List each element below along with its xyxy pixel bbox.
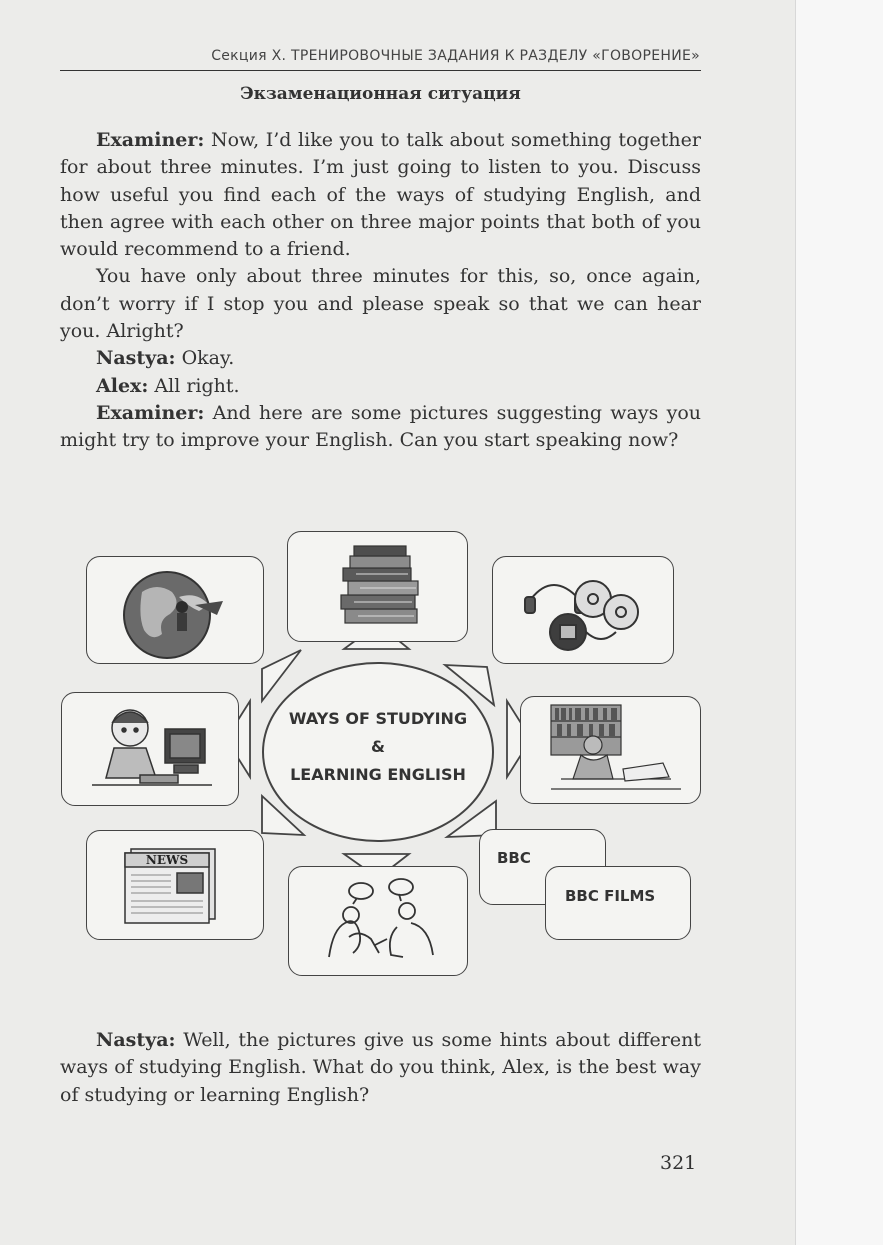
- picture-newspaper: [86, 830, 264, 940]
- page-number: 321: [660, 1152, 697, 1174]
- dialogue-bottom: [60, 1027, 701, 1109]
- dialogue-paragraph: [60, 263, 701, 345]
- speech-text: All right.: [148, 374, 240, 397]
- dialogue-paragraph: [60, 373, 701, 400]
- dialogue-paragraph: [60, 400, 701, 455]
- dialogue-paragraph: [60, 345, 701, 372]
- speech-text: And here are some pictures suggesting ways you might try to improve your English. Can you start speaking now?: [60, 401, 701, 452]
- speaker-name: Nastya:: [96, 347, 176, 370]
- globe-icon: [87, 557, 264, 664]
- library-reading-icon: [521, 697, 701, 804]
- header-rule: [60, 70, 701, 71]
- dialogue-top: [60, 127, 701, 455]
- picture-cd-headphones: [492, 556, 674, 664]
- study-ways-diagram: [0, 520, 795, 990]
- bbc-films-label: BBC FILMS: [565, 887, 656, 905]
- speech-text: Okay.: [175, 347, 235, 370]
- newspaper-masthead: NEWS: [145, 853, 189, 867]
- dialogue-paragraph: [60, 127, 701, 263]
- people-talking-icon: [289, 867, 468, 976]
- picture-globe: [86, 556, 264, 664]
- section-title: Экзаменационная ситуация: [240, 84, 521, 104]
- cd-headphones-icon: [493, 557, 674, 664]
- center-line: LEARNING ENGLISH: [290, 765, 466, 784]
- scan-margin: [795, 0, 883, 1245]
- bbc-label: BBC: [497, 849, 531, 867]
- speaker-name: Alex:: [96, 374, 149, 397]
- dialogue-paragraph: [60, 1027, 701, 1109]
- speech-text: Well, the pictures give us some hints about different ways of studying English. What do you think, Alex, is the best way of studying or learning English?: [60, 1029, 701, 1106]
- center-line: &: [371, 737, 385, 756]
- picture-computer: [61, 692, 239, 806]
- boy-at-computer-icon: [62, 693, 239, 806]
- speech-text: You have only about three minutes for this, so, once again, don’t worry if I stop you and please speak so that we can hear you. Alright?: [60, 265, 701, 343]
- newspaper-icon: [87, 831, 264, 940]
- running-head: Секция X. ТРЕНИРОВОЧНЫЕ ЗАДАНИЯ К РАЗДЕЛУ «ГОВОРЕНИЕ»: [211, 48, 700, 64]
- speech-text: Now, I’d like you to talk about something together for about three minutes. I’m just going to listen to you. Discuss how useful you find each of the ways of studying English, and then agree with each other on three major points that both of you would recommend to a friend.: [60, 129, 701, 261]
- books-icon: [288, 532, 468, 642]
- picture-conversation: [288, 866, 468, 976]
- speaker-name: Nastya:: [96, 1029, 176, 1051]
- speaker-name: Examiner:: [96, 401, 205, 424]
- center-label: [262, 705, 494, 789]
- picture-books: [287, 531, 468, 642]
- speaker-name: Examiner:: [96, 129, 205, 151]
- center-line: WAYS OF STUDYING: [288, 709, 468, 728]
- picture-library: [520, 696, 701, 804]
